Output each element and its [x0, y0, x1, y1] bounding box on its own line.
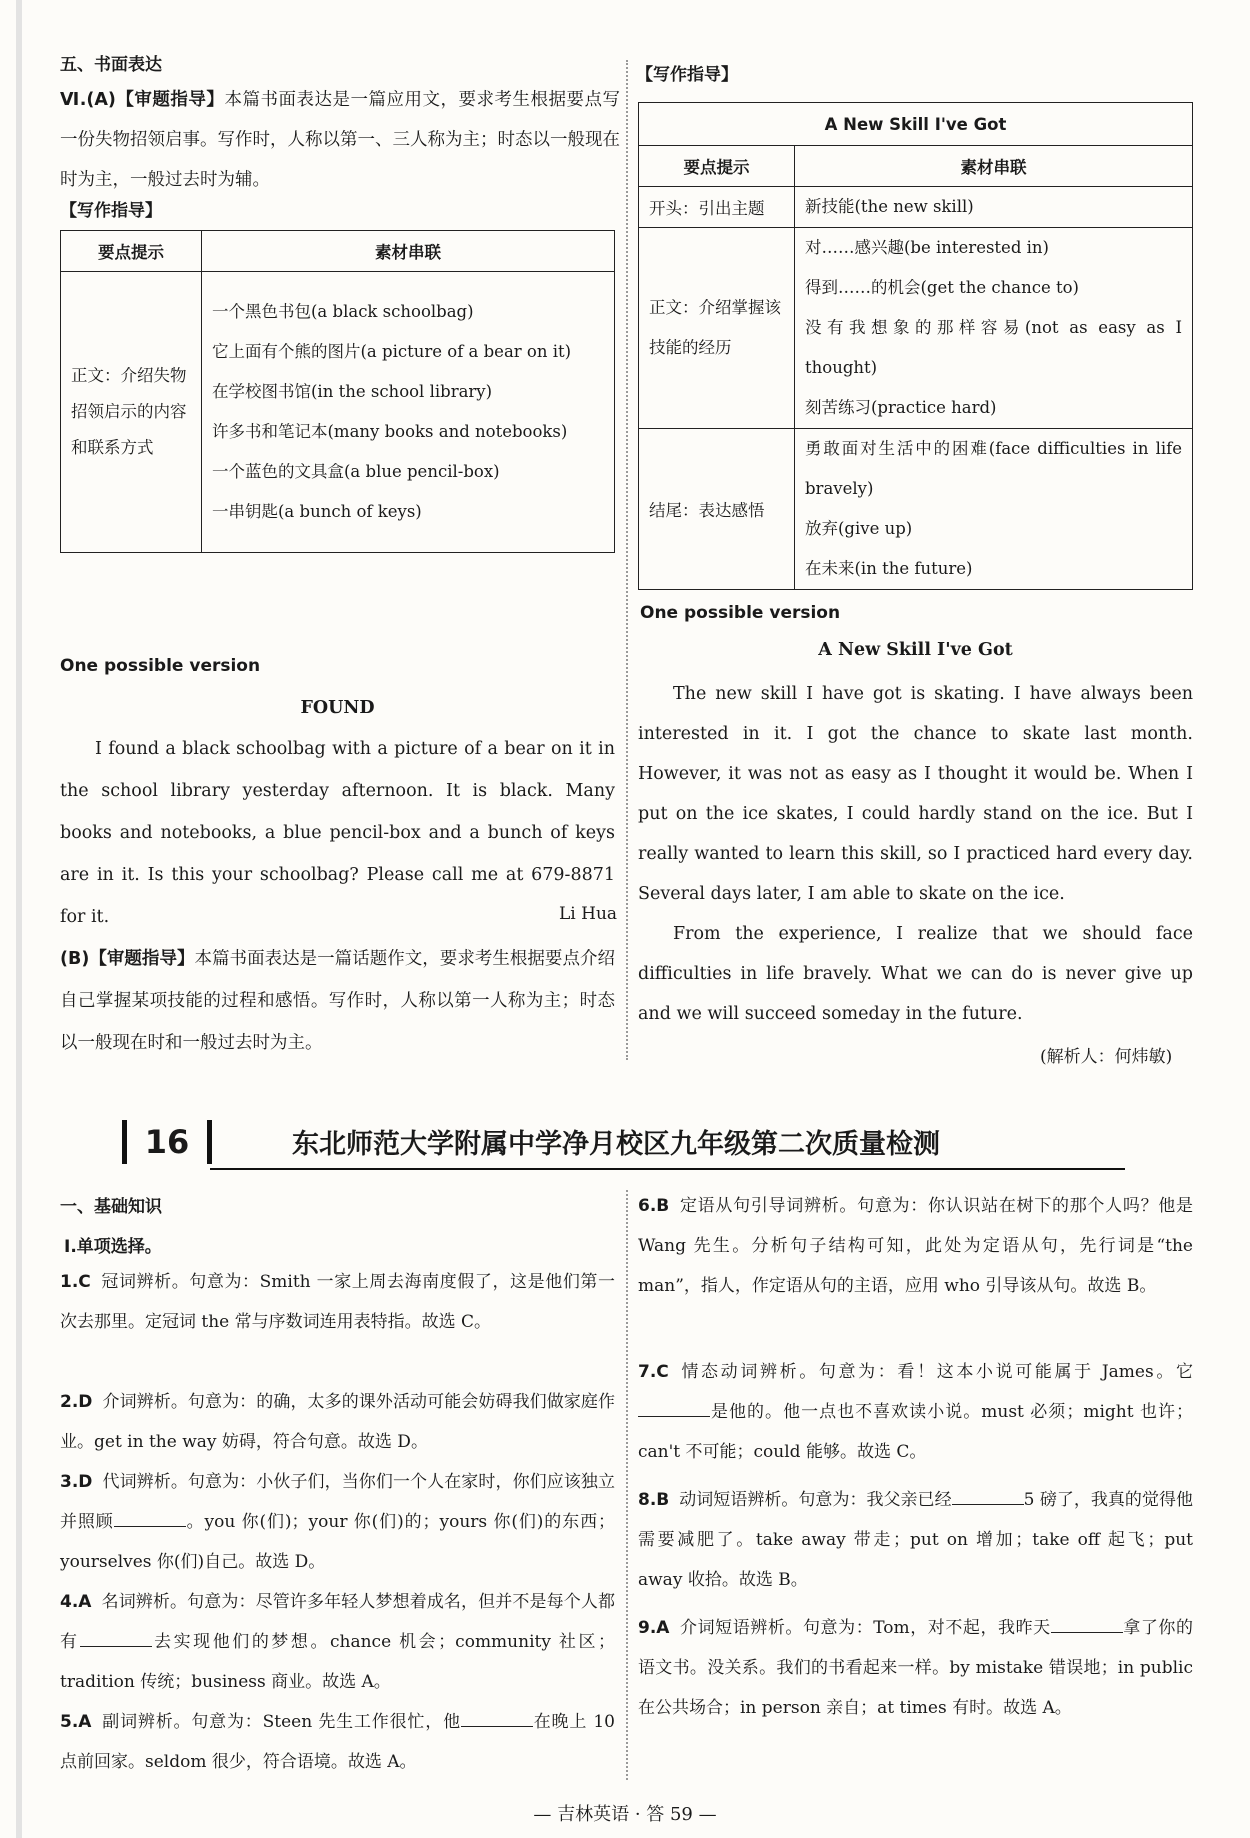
table-row-label: 正文：介绍失物招领启示的内容和联系方式: [61, 272, 202, 553]
table-item: 新技能(the new skill): [805, 197, 974, 216]
answer-text: 情态动词辨析。句意为：看！这本小说可能属于 James。它: [678, 1362, 1193, 1382]
answer-text: 是他的。他一点也不喜欢读小说。must 必须；might 也许；can't 不可能；could 能够。故选 C。: [638, 1402, 1193, 1462]
table-item: 勇敢面对生活中的困难(face difficulties in life bravely): [805, 439, 1182, 498]
table-row-label: 正文：介绍掌握该技能的经历: [639, 228, 795, 429]
section-title: 东北师范大学附属中学净月校区九年级第二次质量检测: [292, 1129, 940, 1160]
answer-blank: [80, 1646, 152, 1647]
part-b-text: 本篇书面表达是一篇话题作文，要求考生根据要点介绍自己掌握某项技能的过程和感悟。写作时，人称以第一人称为主；时态以一般现在时和一般过去时为主。: [60, 949, 616, 1053]
table-item: 一个蓝色的文具盒(a blue pencil-box): [212, 462, 500, 481]
table-item: 得到……的机会(get the chance to): [805, 278, 1079, 297]
writing-guide-label: 【写作指导】: [636, 65, 738, 85]
answer-item: [60, 1702, 615, 1782]
answer-blank: [461, 1726, 533, 1727]
table-header: 要点提示: [61, 231, 202, 272]
table-item: 放弃(give up): [805, 519, 913, 538]
answer-text: 介词辨析。句意为：的确，太多的课外活动可能会妨碍我们做家庭作业。get in the way 妨碍，符合句意。故选 D。: [60, 1392, 615, 1452]
column-divider: [626, 60, 628, 1060]
table-items: [795, 429, 1193, 590]
table-caption: A New Skill I've Got: [639, 103, 1193, 146]
section-heading: 五、书面表达: [60, 55, 162, 75]
table-item: 对……感兴趣(be interested in): [805, 238, 1049, 257]
answer-text: 副词辨析。句意为：Steen 先生工作很忙，他: [101, 1712, 461, 1732]
table-item: 没有我想象的那样容易(not as easy as I thought): [805, 318, 1182, 377]
answer-text: 代词辨析。句意为：小伙子们，当你们一个人在家时，你们应该独立并照顾: [60, 1472, 615, 1532]
analyst-credit: (解析人：何炜敏): [1040, 1047, 1173, 1067]
part-a-head: Ⅵ.(A)【审题指导】: [60, 90, 225, 110]
answer-number: 9.A: [638, 1618, 670, 1638]
table-header: 素材串联: [795, 146, 1193, 187]
table-item: 一个黑色书包(a black schoolbag): [212, 302, 474, 321]
table-header: 要点提示: [639, 146, 795, 187]
answer-blank: [114, 1526, 186, 1527]
answer-number: 3.D: [60, 1472, 93, 1492]
answers-heading: 一、基础知识: [60, 1197, 162, 1217]
answer-text: 动词短语辨析。句意为：我父亲已经: [679, 1490, 952, 1510]
answer-number: 8.B: [638, 1490, 670, 1510]
answer-text: 名词辨析。句意为：尽管许多年轻人梦想着成名，但并不是每个人都有: [60, 1592, 615, 1652]
essay-paragraph: From the experience, I realize that we should face difficulties in life bravely. What we can do is never give up and we will succeed someday in the future.: [638, 924, 1193, 1024]
essay-body: I found a black schoolbag with a picture of a bear on it in the school library yesterday afternoon. It is black. Many books and notebooks, a blue pencil-box and a bunch of keys are in it. Is this your schoolbag? Please call me at 679-8871 for it.: [60, 739, 615, 927]
signature: Li Hua: [559, 904, 618, 924]
answer-text: 在晚上 10 点前回家。seldom 很少，符合语境。故选 A。: [60, 1712, 615, 1772]
answers-subheading: Ⅰ.单项选择。: [64, 1237, 162, 1257]
right-guide-table: [638, 102, 1193, 590]
answer-text: 5 磅了，我真的觉得他需要减肥了。take away 带走；put on 增加；take off 起飞；put away 收拾。故选 B。: [638, 1490, 1193, 1590]
writing-guide-label: 【写作指导】: [60, 201, 162, 221]
answer-item: [638, 1480, 1193, 1600]
answer-text: 去实现他们的梦想。chance 机会；community 社区；tradition 传统；business 商业。故选 A。: [60, 1632, 615, 1692]
page-footer: — 吉林英语 · 答 59 —: [533, 1804, 717, 1825]
table-header: 素材串联: [202, 231, 615, 272]
table-item: 刻苦练习(practice hard): [805, 398, 997, 417]
answer-item: [60, 1462, 615, 1582]
answer-text: 冠词辨析。句意为：Smith 一家上周去海南度假了，这是他们第一次去那里。定冠词 the 常与序数词连用表特指。故选 C。: [60, 1272, 615, 1332]
version-label: One possible version: [640, 603, 841, 623]
section-number: 16: [122, 1120, 212, 1164]
essay-title: A New Skill I've Got: [818, 640, 1013, 660]
answer-number: 6.B: [638, 1196, 670, 1216]
version-label: One possible version: [60, 656, 261, 676]
section-underline: [210, 1168, 1125, 1170]
table-item: 在学校图书馆(in the school library): [212, 382, 493, 401]
table-item: 它上面有个熊的图片(a picture of a bear on it): [212, 342, 572, 361]
answer-item: [638, 1352, 1193, 1472]
left-guide-table: [60, 230, 615, 553]
part-b-guide: [60, 938, 615, 1064]
part-b-head: (B)【审题指导】: [60, 949, 195, 969]
answer-item: [60, 1262, 615, 1342]
answer-blank: [1051, 1632, 1123, 1633]
table-row-label: 开头：引出主题: [639, 187, 795, 228]
answer-item: [60, 1382, 615, 1462]
answer-item: [638, 1186, 1193, 1306]
answer-number: 2.D: [60, 1392, 93, 1412]
column-divider: [626, 1190, 628, 1780]
answer-text: 定语从句引导词辨析。句意为：你认识站在树下的那个人吗？他是 Wang 先生。分析句子结构可知，此处为定语从句，先行词是“the man”，指人，作定语从句的主语，应用 who 引导该从句。故选 B。: [638, 1196, 1193, 1296]
table-items: [795, 187, 1193, 228]
table-items: [795, 228, 1193, 429]
answer-text: 介词短语辨析。句意为：Tom，对不起，我昨天: [679, 1618, 1051, 1638]
answer-number: 7.C: [638, 1362, 669, 1382]
answer-text: 。you 你(们)；your 你(们)的；yours 你(们)的东西；yourselves 你(们)自己。故选 D。: [60, 1512, 615, 1572]
answer-item: [638, 1608, 1193, 1728]
answer-number: 4.A: [60, 1592, 92, 1612]
answer-text: 拿了你的语文书。没关系。我们的书看起来一样。by mistake 错误地；in public 在公共场合；in person 亲自；at times 有时。故选 A。: [638, 1618, 1194, 1718]
answer-number: 1.C: [60, 1272, 91, 1292]
table-item: 一串钥匙(a bunch of keys): [212, 502, 422, 521]
table-item: 在未来(in the future): [805, 559, 973, 578]
table-items: [202, 272, 615, 553]
essay-paragraph: The new skill I have got is skating. I have always been interested in it. I got the chance to skate last month. However, it was not as easy as I thought it would be. When I put on the ice skates, I could hardly stand on the ice. But I really wanted to learn this skill, so I practiced hard every day. Several days later, I am able to skate on the ice.: [638, 684, 1193, 904]
answer-number: 5.A: [60, 1712, 92, 1732]
page-edge: [16, 0, 22, 1838]
table-row-label: 结尾：表达感悟: [639, 429, 795, 590]
essay-title: FOUND: [300, 698, 375, 718]
answer-blank: [638, 1416, 710, 1417]
answer-item: [60, 1582, 615, 1702]
table-item: 许多书和笔记本(many books and notebooks): [212, 422, 568, 441]
part-a-guide: [60, 80, 620, 200]
part-a-text: 本篇书面表达是一篇应用文，要求考生根据要点写一份失物招领启事。写作时，人称以第一、三人称为主；时态以一般现在时为主，一般过去时为辅。: [60, 90, 620, 190]
answer-blank: [952, 1504, 1024, 1505]
